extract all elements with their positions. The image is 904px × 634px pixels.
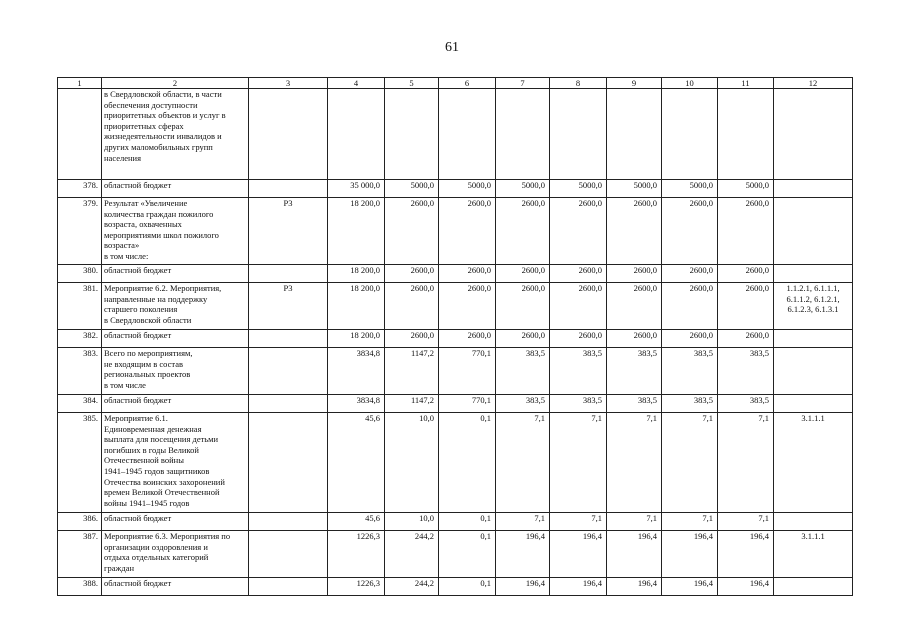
row-value: 45,6 xyxy=(328,513,385,531)
table-row xyxy=(58,578,853,596)
row-value: 2600,0 xyxy=(662,198,718,265)
row-target-ref: 3.1.1.1 xyxy=(774,413,853,513)
row-value: 18 200,0 xyxy=(328,330,385,348)
table-row xyxy=(58,413,853,513)
column-header: 7 xyxy=(496,78,550,89)
table-row xyxy=(58,330,853,348)
row-value: 0,1 xyxy=(439,513,496,531)
row-code xyxy=(249,180,328,198)
row-value: 770,1 xyxy=(439,348,496,395)
row-value: 2600,0 xyxy=(550,283,607,330)
row-value: 196,4 xyxy=(607,578,662,596)
row-value: 18 200,0 xyxy=(328,198,385,265)
row-value: 196,4 xyxy=(662,578,718,596)
row-value: 2600,0 xyxy=(607,198,662,265)
row-value: 770,1 xyxy=(439,395,496,413)
row-value: 2600,0 xyxy=(439,330,496,348)
row-value: 2600,0 xyxy=(385,198,439,265)
row-name: Мероприятие 6.3. Мероприятия по организации оздоровления и отдыха отдельных категорий граждан xyxy=(102,531,249,578)
row-value: 383,5 xyxy=(496,348,550,395)
row-code xyxy=(249,413,328,513)
row-value: 1226,3 xyxy=(328,531,385,578)
row-target-ref xyxy=(774,265,853,283)
table-row xyxy=(58,89,853,180)
row-value xyxy=(550,89,607,180)
row-value: 7,1 xyxy=(662,513,718,531)
row-code xyxy=(249,265,328,283)
row-code: Р3 xyxy=(249,198,328,265)
table-row xyxy=(58,283,853,330)
row-value: 383,5 xyxy=(662,348,718,395)
row-value: 18 200,0 xyxy=(328,283,385,330)
row-value xyxy=(328,89,385,180)
row-value: 244,2 xyxy=(385,531,439,578)
row-number: 383. xyxy=(58,348,102,395)
row-value: 196,4 xyxy=(607,531,662,578)
table-row xyxy=(58,531,853,578)
column-header: 9 xyxy=(607,78,662,89)
row-value: 7,1 xyxy=(496,513,550,531)
table-row xyxy=(58,180,853,198)
row-value: 7,1 xyxy=(662,413,718,513)
row-value: 0,1 xyxy=(439,413,496,513)
row-value: 2600,0 xyxy=(718,330,774,348)
row-value: 196,4 xyxy=(718,578,774,596)
row-target-ref xyxy=(774,395,853,413)
row-value: 2600,0 xyxy=(385,330,439,348)
row-name: Результат «Увеличение количества граждан пожилого возраста, охваченных мероприятиями школ пожилого возраста» в том числе: xyxy=(102,198,249,265)
row-value: 2600,0 xyxy=(439,198,496,265)
column-header: 1 xyxy=(58,78,102,89)
row-number: 388. xyxy=(58,578,102,596)
row-value: 2600,0 xyxy=(662,283,718,330)
row-value xyxy=(496,89,550,180)
row-code xyxy=(249,578,328,596)
table-row xyxy=(58,348,853,395)
table-row xyxy=(58,265,853,283)
row-value: 0,1 xyxy=(439,531,496,578)
row-value: 383,5 xyxy=(496,395,550,413)
row-value xyxy=(385,89,439,180)
row-value: 5000,0 xyxy=(607,180,662,198)
column-header: 5 xyxy=(385,78,439,89)
row-value xyxy=(439,89,496,180)
column-header: 4 xyxy=(328,78,385,89)
row-code xyxy=(249,348,328,395)
row-value: 196,4 xyxy=(550,578,607,596)
row-value: 7,1 xyxy=(550,513,607,531)
row-value: 1226,3 xyxy=(328,578,385,596)
row-number: 378. xyxy=(58,180,102,198)
column-header: 6 xyxy=(439,78,496,89)
column-header: 12 xyxy=(774,78,853,89)
row-value: 10,0 xyxy=(385,413,439,513)
row-value: 3834,8 xyxy=(328,348,385,395)
row-code xyxy=(249,513,328,531)
row-name: областной бюджет xyxy=(102,578,249,596)
column-header: 3 xyxy=(249,78,328,89)
row-code: Р3 xyxy=(249,283,328,330)
row-number: 381. xyxy=(58,283,102,330)
row-value: 3834,8 xyxy=(328,395,385,413)
row-value: 5000,0 xyxy=(496,180,550,198)
row-target-ref xyxy=(774,89,853,180)
row-value: 196,4 xyxy=(496,531,550,578)
row-value: 5000,0 xyxy=(550,180,607,198)
row-value: 10,0 xyxy=(385,513,439,531)
row-value: 2600,0 xyxy=(607,265,662,283)
row-code xyxy=(249,395,328,413)
row-name: Мероприятие 6.1. Единовременная денежная выплата для посещения детьми погибших в годы Великой Отечественной войны 1941–1945 годов защитников Отечества воинских захоронений времен Великой Отечественной войны 1941–1945 годов xyxy=(102,413,249,513)
row-value: 383,5 xyxy=(662,395,718,413)
row-code xyxy=(249,89,328,180)
column-header: 8 xyxy=(550,78,607,89)
row-number: 380. xyxy=(58,265,102,283)
row-number: 385. xyxy=(58,413,102,513)
row-value: 2600,0 xyxy=(607,283,662,330)
row-value xyxy=(662,89,718,180)
row-value: 383,5 xyxy=(550,348,607,395)
row-number: 382. xyxy=(58,330,102,348)
row-value: 7,1 xyxy=(607,413,662,513)
row-name: областной бюджет xyxy=(102,265,249,283)
row-value: 383,5 xyxy=(718,348,774,395)
row-value: 5000,0 xyxy=(385,180,439,198)
row-value: 244,2 xyxy=(385,578,439,596)
table-row xyxy=(58,513,853,531)
row-value: 5000,0 xyxy=(718,180,774,198)
row-value: 2600,0 xyxy=(718,283,774,330)
row-value: 35 000,0 xyxy=(328,180,385,198)
row-value: 383,5 xyxy=(607,348,662,395)
row-value xyxy=(718,89,774,180)
row-value: 45,6 xyxy=(328,413,385,513)
row-value: 2600,0 xyxy=(496,330,550,348)
row-target-ref: 3.1.1.1 xyxy=(774,531,853,578)
row-name: областной бюджет xyxy=(102,513,249,531)
row-value: 196,4 xyxy=(662,531,718,578)
row-value: 2600,0 xyxy=(496,265,550,283)
row-value: 2600,0 xyxy=(718,265,774,283)
row-value: 2600,0 xyxy=(439,265,496,283)
row-value: 383,5 xyxy=(550,395,607,413)
row-value: 2600,0 xyxy=(385,283,439,330)
row-value: 383,5 xyxy=(718,395,774,413)
row-value: 2600,0 xyxy=(496,283,550,330)
row-value: 18 200,0 xyxy=(328,265,385,283)
row-value: 2600,0 xyxy=(662,330,718,348)
row-value: 7,1 xyxy=(718,413,774,513)
row-name: областной бюджет xyxy=(102,180,249,198)
row-value: 2600,0 xyxy=(718,198,774,265)
row-target-ref xyxy=(774,180,853,198)
row-value: 2600,0 xyxy=(550,330,607,348)
row-value: 2600,0 xyxy=(496,198,550,265)
row-value: 383,5 xyxy=(607,395,662,413)
row-value: 196,4 xyxy=(496,578,550,596)
row-value: 5000,0 xyxy=(439,180,496,198)
row-value: 1147,2 xyxy=(385,395,439,413)
row-value: 196,4 xyxy=(718,531,774,578)
budget-table xyxy=(57,77,853,596)
row-value: 5000,0 xyxy=(662,180,718,198)
row-number: 386. xyxy=(58,513,102,531)
row-value: 2600,0 xyxy=(662,265,718,283)
row-code xyxy=(249,531,328,578)
table-row xyxy=(58,198,853,265)
column-header: 11 xyxy=(718,78,774,89)
row-name: Всего по мероприятиям, не входящим в состав региональных проектов в том числе xyxy=(102,348,249,395)
row-target-ref xyxy=(774,348,853,395)
row-value: 196,4 xyxy=(550,531,607,578)
row-value: 2600,0 xyxy=(439,283,496,330)
row-value: 7,1 xyxy=(496,413,550,513)
row-value: 7,1 xyxy=(607,513,662,531)
page-number: 61 xyxy=(445,40,459,55)
row-value: 2600,0 xyxy=(550,198,607,265)
row-value: 7,1 xyxy=(550,413,607,513)
header-row xyxy=(58,78,853,89)
row-number: 387. xyxy=(58,531,102,578)
row-name: областной бюджет xyxy=(102,395,249,413)
row-code xyxy=(249,330,328,348)
table-row xyxy=(58,395,853,413)
row-target-ref xyxy=(774,330,853,348)
row-target-ref xyxy=(774,578,853,596)
row-value: 2600,0 xyxy=(607,330,662,348)
column-header: 2 xyxy=(102,78,249,89)
row-value: 1147,2 xyxy=(385,348,439,395)
row-target-ref xyxy=(774,513,853,531)
row-value xyxy=(607,89,662,180)
row-number xyxy=(58,89,102,180)
row-target-ref: 1.1.2.1, 6.1.1.1, 6.1.1.2, 6.1.2.1, 6.1.2.3, 6.1.3.1 xyxy=(774,283,853,330)
row-value: 0,1 xyxy=(439,578,496,596)
row-number: 384. xyxy=(58,395,102,413)
row-number: 379. xyxy=(58,198,102,265)
row-name: Мероприятие 6.2. Мероприятия, направленные на поддержку старшего поколения в Свердловской области xyxy=(102,283,249,330)
row-value: 2600,0 xyxy=(550,265,607,283)
row-target-ref xyxy=(774,198,853,265)
row-value: 7,1 xyxy=(718,513,774,531)
column-header: 10 xyxy=(662,78,718,89)
row-name: в Свердловской области, в части обеспечения доступности приоритетных объектов и услуг в приоритетных сферах жизнедеятельности инвалидов и других маломобильных групп населения xyxy=(102,89,249,180)
row-value: 2600,0 xyxy=(385,265,439,283)
row-name: областной бюджет xyxy=(102,330,249,348)
